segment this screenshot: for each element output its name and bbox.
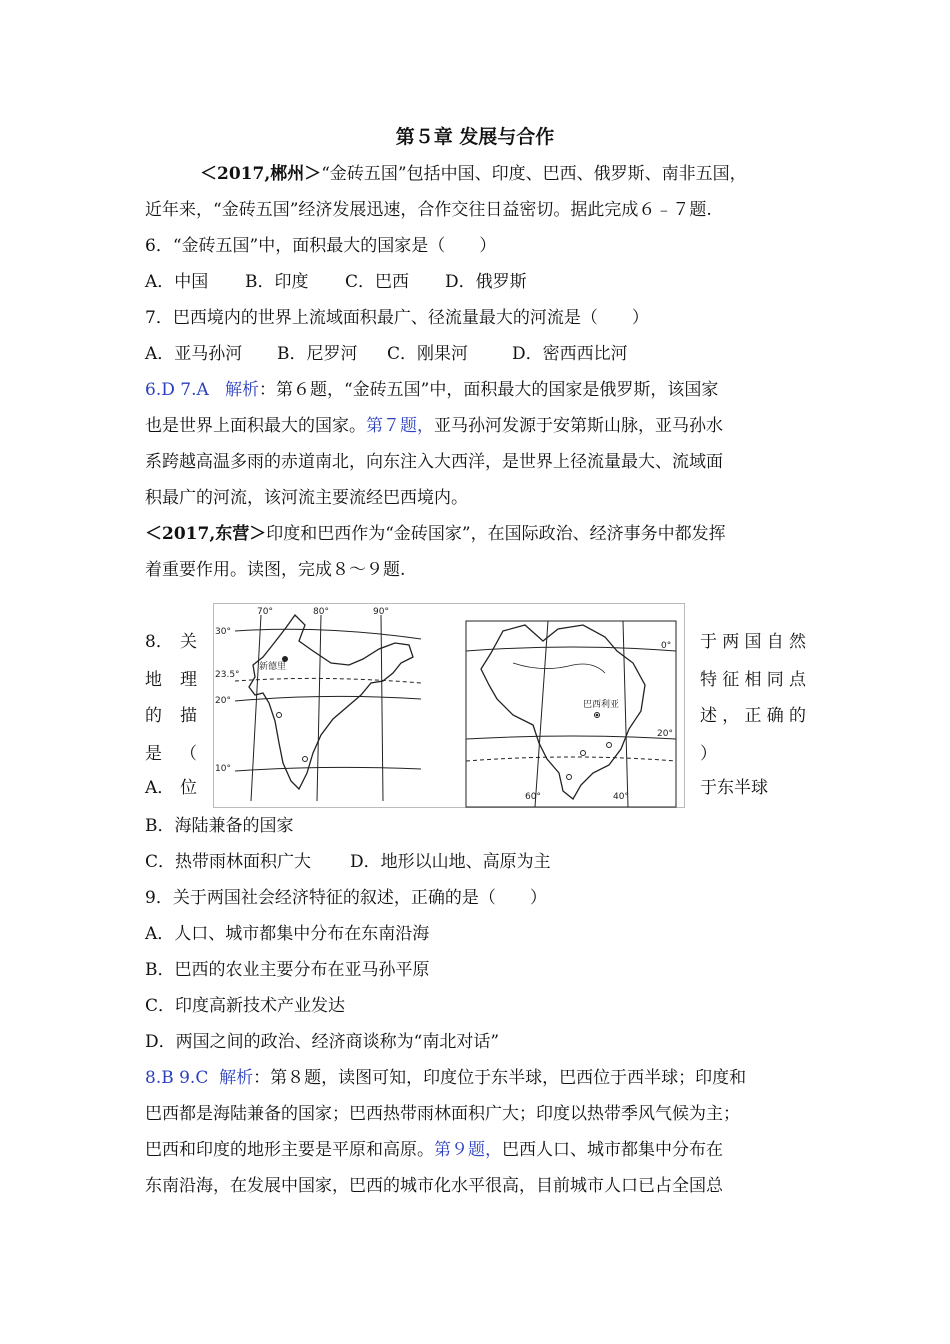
answer-8-9-line-3	[145, 1138, 723, 1162]
q8-left-row: 的 描	[145, 706, 197, 726]
answer-6-7-line-2	[145, 414, 723, 438]
answer-6-7-line-3: 系跨越高温多雨的赤道南北，向东注入大西洋，是世界上径流量最大、流域面	[145, 452, 723, 472]
intro-line-2: 近年来，“金砖五国”经济发展迅速，合作交往日益密切。据此完成６﹣７题.	[145, 200, 712, 220]
capital-label: 新德里	[259, 662, 287, 672]
analysis-label: 解析	[224, 380, 259, 400]
question-6-stem: 6．“金砖五国”中，面积最大的国家是（ ）	[145, 236, 497, 256]
q8-right-row: 特征相同点	[700, 670, 806, 690]
question-6-options	[145, 270, 527, 294]
answer-keys: 6.D 7.A	[145, 380, 209, 400]
q8-option-d[interactable]: D．地形以山地、高原为主	[350, 852, 551, 872]
q8-option-cd	[145, 850, 551, 874]
q9-option-a[interactable]: A．人口、城市都集中分布在东南沿海	[145, 924, 430, 944]
analysis-text: 亚马孙河发源于安第斯山脉，亚马孙水	[434, 416, 723, 436]
intro2-line-1	[145, 522, 726, 546]
q9-option-d[interactable]: D．两国之间的政治、经济商谈称为“南北对话”	[145, 1032, 500, 1052]
lat-label: 20°	[215, 696, 231, 706]
analysis-label: 解析	[219, 1068, 254, 1088]
question-7-options	[145, 342, 628, 366]
lat-label: 30°	[215, 627, 231, 637]
lon-label: 70°	[257, 607, 273, 617]
q8-left-row: 地 理	[145, 670, 197, 690]
intro-text: “金砖五国”包括中国、印度、巴西、俄罗斯、南非五国，	[321, 164, 747, 184]
answer-8-9-line-4: 东南沿海，在发展中国家，巴西的城市化水平很高，目前城市人口已占全国总	[145, 1176, 723, 1196]
source-tag: ＜2017,郴州＞	[200, 164, 322, 184]
capital-label: 巴西利亚	[583, 700, 620, 710]
q8-option-b[interactable]: B．海陆兼备的国家	[145, 816, 294, 836]
question-ref: 第９题，	[434, 1140, 502, 1160]
lon-label: 40°	[613, 792, 629, 802]
lon-label: 60°	[525, 792, 541, 802]
q8-right-row: 述，正确的	[700, 706, 806, 726]
option-b[interactable]: B．印度	[245, 272, 309, 292]
option-c[interactable]: C．巴西	[345, 272, 410, 292]
analysis-text: ：第６题，“金砖五国”中，面积最大的国家是俄罗斯，该国家	[258, 380, 719, 400]
analysis-text: 巴西和印度的地形主要是平原和高原。	[145, 1140, 434, 1160]
q8-right-row: ）	[700, 744, 717, 764]
intro-text: 印度和巴西作为“金砖国家”，在国际政治、经济事务中都发挥	[266, 524, 726, 544]
page-title: 第５章 发展与合作	[395, 126, 555, 148]
q8-left-row: 8． 关	[145, 632, 197, 652]
answer-6-7-line-1	[145, 378, 718, 402]
intro2-line-2: 着重要作用。读图，完成８～９题.	[145, 560, 406, 580]
source-tag: ＜2017,东营＞	[145, 524, 267, 544]
lat-label: 20°	[657, 729, 673, 739]
option-d[interactable]: D．俄罗斯	[445, 272, 527, 292]
option-a[interactable]: A．亚马孙河	[145, 344, 243, 364]
question-9-stem: 9．关于两国社会经济特征的叙述，正确的是（ ）	[145, 888, 547, 908]
intro-line-1	[200, 162, 747, 186]
lon-label: 80°	[313, 607, 329, 617]
q8-option-a-left[interactable]: A． 位	[145, 778, 197, 798]
q8-left-row: 是 （	[145, 744, 197, 764]
lat-label: 23.5°	[215, 670, 240, 680]
q8-right-row: 于两国自然	[700, 632, 806, 652]
lat-label: 10°	[215, 764, 231, 774]
analysis-text: 也是世界上面积最大的国家。	[145, 416, 366, 436]
answer-6-7-line-4: 积最广的河流，该河流主要流经巴西境内。	[145, 488, 468, 508]
q9-option-c[interactable]: C．印度高新技术产业发达	[145, 996, 346, 1016]
lat-label: 0°	[661, 641, 672, 651]
q8-option-c[interactable]: C．热带雨林面积广大	[145, 852, 312, 872]
question-ref: 第７题，	[366, 416, 434, 436]
answer-keys: 8.B 9.C	[145, 1068, 209, 1088]
analysis-text: ：第８题，读图可知，印度位于东半球，巴西位于西半球；印度和	[253, 1068, 747, 1088]
option-a[interactable]: A．中国	[145, 272, 209, 292]
q9-option-b[interactable]: B．巴西的农业主要分布在亚马孙平原	[145, 960, 430, 980]
answer-8-9-line-1	[145, 1066, 746, 1090]
option-b[interactable]: B．尼罗河	[277, 344, 358, 364]
option-c[interactable]: C．刚果河	[387, 344, 469, 364]
answer-8-9-line-2: 巴西都是海陆兼备的国家；巴西热带雨林面积广大；印度以热带季风气候为主；	[145, 1104, 740, 1124]
map-figure	[213, 603, 685, 808]
option-d[interactable]: D．密西西比河	[512, 344, 628, 364]
q8-option-a-right[interactable]: 于东半球	[700, 778, 768, 798]
analysis-text: 巴西人口、城市都集中分布在	[502, 1140, 723, 1160]
question-7-stem: 7．巴西境内的世界上流域面积最广、径流量最大的河流是（ ）	[145, 308, 649, 328]
lon-label: 90°	[373, 607, 389, 617]
